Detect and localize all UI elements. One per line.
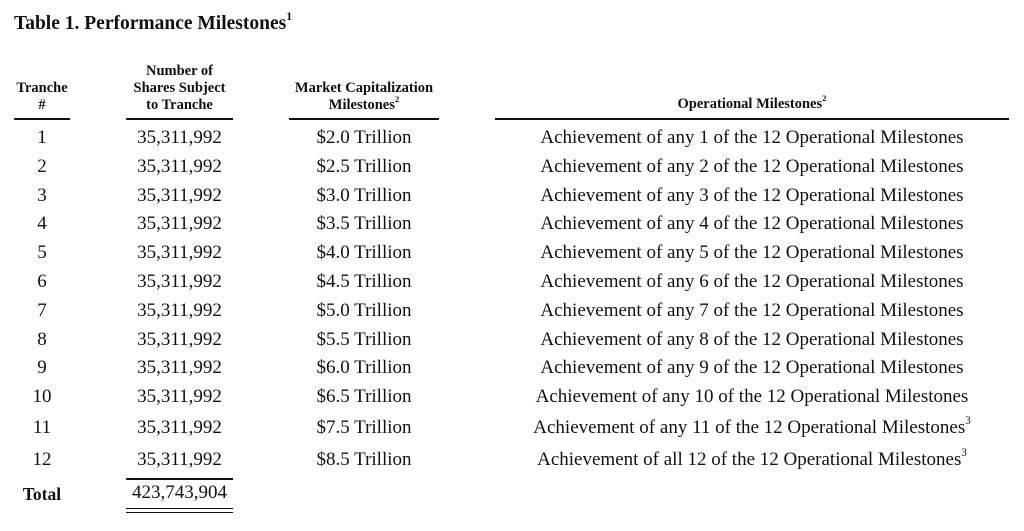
header-market-cap-text: Milestones <box>328 97 395 113</box>
operational-cell: Achievement of any 7 of the 12 Operational Milestones <box>540 299 964 321</box>
shares-cell: 35,311,992 <box>137 448 222 470</box>
table-row <box>0 383 1024 412</box>
table-row <box>0 444 1024 476</box>
table-row <box>0 354 1024 383</box>
shares-cell: 35,311,992 <box>137 328 222 350</box>
shares-cell: 35,311,992 <box>137 270 222 292</box>
header-rule-operational <box>495 118 1009 120</box>
tranche-cell: 1 <box>37 127 47 148</box>
table-row <box>0 412 1024 444</box>
tranche-cell: 12 <box>32 448 52 470</box>
shares-cell: 35,311,992 <box>137 184 222 206</box>
market-cap-cell: $8.5 Trillion <box>316 448 412 470</box>
table-row <box>0 239 1024 268</box>
header-operational <box>495 92 1009 113</box>
tranche-cell: 11 <box>32 416 52 438</box>
table-row <box>0 153 1024 182</box>
header-shares-line: Number of <box>146 63 213 79</box>
operational-cell: Achievement of any 4 of the 12 Operational Milestones <box>540 213 964 235</box>
market-cap-cell: $3.5 Trillion <box>316 213 412 235</box>
table-row <box>0 326 1024 355</box>
shares-cell: 35,311,992 <box>137 416 222 438</box>
operational-cell <box>495 412 1009 444</box>
header-tranche-line: Tranche <box>16 80 68 96</box>
operational-cell <box>495 444 1009 476</box>
table-body <box>0 124 1024 476</box>
header-shares-line: to Tranche <box>146 97 213 113</box>
table-row <box>0 297 1024 326</box>
total-label: Total <box>22 484 62 504</box>
operational-cell: Achievement of any 6 of the 12 Operational Milestones <box>540 270 964 292</box>
table-row <box>0 268 1024 297</box>
header-shares-line: Shares Subject <box>133 80 226 96</box>
operational-text: Achievement of all 12 of the 12 Operational Milestones <box>537 448 962 470</box>
footnote-marker: 2 <box>394 93 400 104</box>
market-cap-cell: $7.5 Trillion <box>316 416 412 438</box>
total-value: 423,743,904 <box>132 482 227 503</box>
tranche-cell: 7 <box>37 299 47 321</box>
shares-cell: 35,311,992 <box>137 386 222 408</box>
header-market-cap <box>284 80 444 114</box>
footnote-marker: 2 <box>822 92 827 103</box>
table-row <box>0 210 1024 239</box>
tranche-cell: 9 <box>37 357 47 379</box>
tranche-cell: 6 <box>37 270 47 292</box>
operational-cell: Achievement of any 2 of the 12 Operational Milestones <box>540 155 964 177</box>
header-tranche-line: # <box>38 97 46 113</box>
market-cap-cell: $6.5 Trillion <box>316 386 412 408</box>
shares-cell: 35,311,992 <box>137 357 222 379</box>
tranche-cell: 2 <box>37 155 47 177</box>
market-cap-cell: $5.5 Trillion <box>316 328 412 350</box>
total-double-rule <box>126 508 233 513</box>
tranche-cell: 5 <box>37 242 47 264</box>
total-rule <box>126 478 233 480</box>
market-cap-cell: $5.0 Trillion <box>316 299 412 321</box>
tranche-cell: 8 <box>37 328 47 350</box>
footnote-marker: 3 <box>965 415 971 427</box>
operational-cell: Achievement of any 10 of the 12 Operational Milestones <box>535 386 969 408</box>
shares-cell: 35,311,992 <box>137 155 222 177</box>
market-cap-cell: $6.0 Trillion <box>316 357 412 379</box>
table-row <box>0 182 1024 211</box>
footnote-marker: 3 <box>961 447 967 459</box>
shares-cell: 35,311,992 <box>137 299 222 321</box>
header-operational-text: Operational Milestones <box>677 96 823 112</box>
market-cap-cell: $4.0 Trillion <box>316 242 412 264</box>
header-market-cap-line: Market Capitalization <box>294 80 434 96</box>
header-shares <box>120 63 239 114</box>
tranche-cell: 3 <box>37 184 47 206</box>
market-cap-cell: $3.0 Trillion <box>316 184 412 206</box>
operational-cell: Achievement of any 5 of the 12 Operational Milestones <box>540 242 964 264</box>
table-title-text: Table 1. Performance Milestones <box>14 13 287 34</box>
tranche-cell: 4 <box>37 213 47 235</box>
table-title <box>14 9 293 35</box>
shares-cell: 35,311,992 <box>137 127 222 148</box>
shares-cell: 35,311,992 <box>137 213 222 235</box>
market-cap-cell: $2.5 Trillion <box>316 155 412 177</box>
header-rule-tranche <box>14 118 70 120</box>
market-cap-cell: $2.0 Trillion <box>316 127 412 148</box>
header-tranche <box>14 80 70 114</box>
operational-text: Achievement of any 11 of the 12 Operational Milestones <box>533 416 966 438</box>
operational-cell: Achievement of any 1 of the 12 Operational Milestones <box>540 127 964 148</box>
market-cap-cell: $4.5 Trillion <box>316 270 412 292</box>
operational-cell: Achievement of any 9 of the 12 Operational Milestones <box>540 357 964 379</box>
header-market-cap-line <box>284 93 444 114</box>
footnote-marker: 1 <box>286 9 293 23</box>
header-operational-line <box>495 92 1009 113</box>
table-row <box>0 124 1024 153</box>
shares-cell: 35,311,992 <box>137 242 222 264</box>
operational-cell: Achievement of any 8 of the 12 Operational Milestones <box>540 328 964 350</box>
header-rule-market-cap <box>289 118 439 120</box>
header-rule-shares <box>126 118 233 120</box>
tranche-cell: 10 <box>32 386 52 408</box>
operational-cell: Achievement of any 3 of the 12 Operational Milestones <box>540 184 964 206</box>
